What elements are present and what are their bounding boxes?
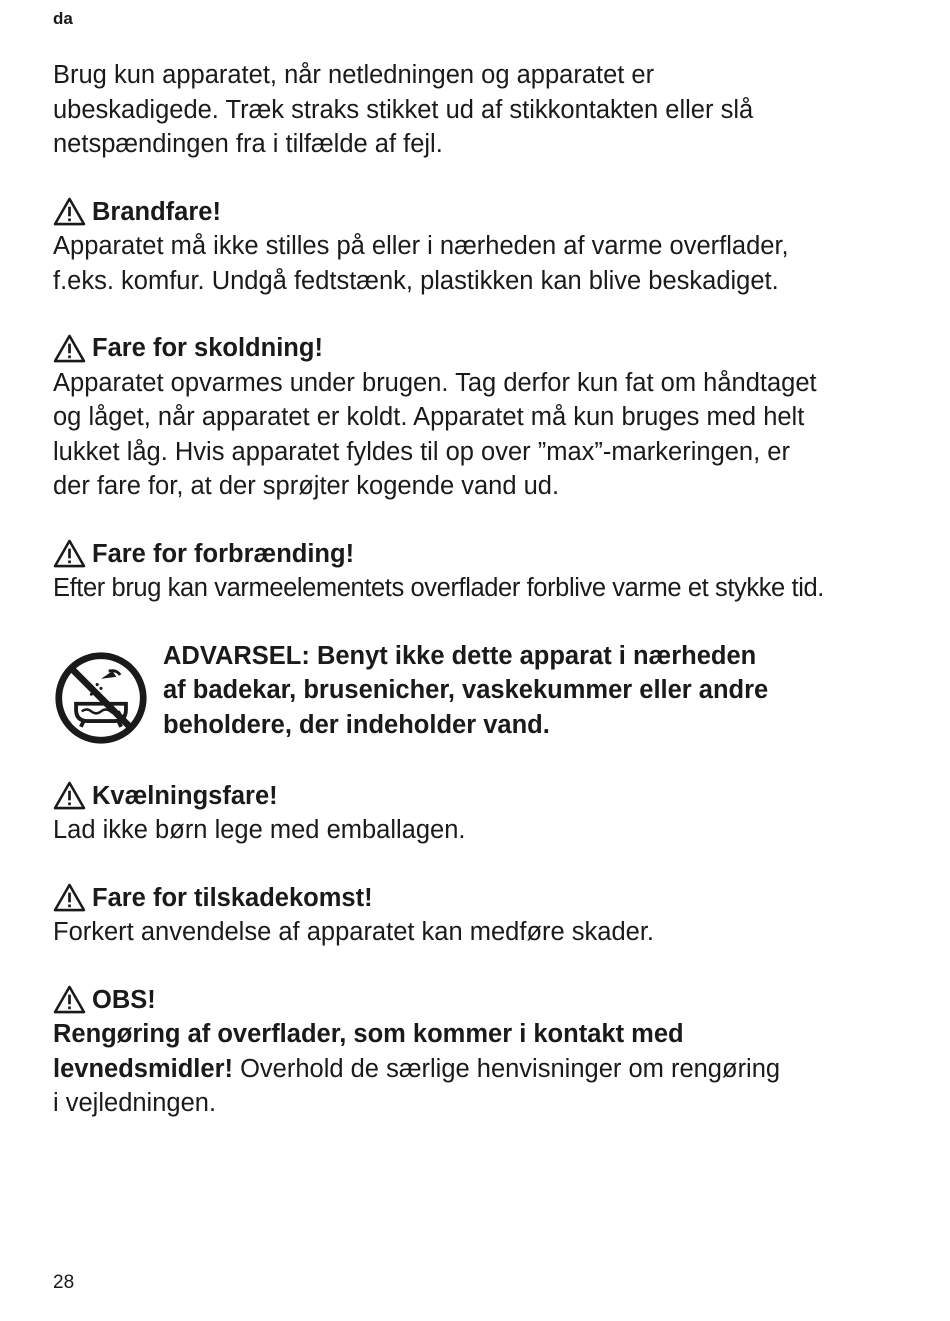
water-warning-block bbox=[53, 639, 903, 746]
warning-line: f.eks. komfur. Undgå fedtstænk, plastikken kan blive beskadiget. bbox=[53, 266, 779, 295]
warning-triangle-icon bbox=[53, 334, 86, 363]
obs-bold-start: levnedsmidler! bbox=[53, 1054, 233, 1083]
obs-line: i vejledningen. bbox=[53, 1089, 217, 1117]
intro-line: ubeskadigede. Træk straks stikket ud af stikkontakten eller slå bbox=[53, 95, 754, 124]
warning-triangle-icon bbox=[53, 539, 86, 568]
warning-scalding bbox=[53, 331, 903, 504]
warning-obs bbox=[53, 983, 903, 1121]
warning-line: Apparatet opvarmes under brugen. Tag derfor kun fat om håndtaget bbox=[53, 368, 817, 397]
safety-content bbox=[53, 58, 903, 1121]
warning-line: Efter brug kan varmeelementets overflader forblive varme et stykke tid. bbox=[53, 574, 824, 602]
warning-heading-text: Fare for skoldning! bbox=[92, 334, 323, 362]
water-warning-line: af badekar, brusenicher, vaskekummer eller andre bbox=[163, 676, 769, 704]
obs-line-rest: Overhold de særlige henvisninger om rengøring bbox=[232, 1054, 781, 1083]
intro-line: Brug kun apparatet, når netledningen og apparatet er bbox=[53, 61, 655, 89]
water-warning-line: beholdere, der indeholder vand. bbox=[163, 710, 550, 739]
warning-heading bbox=[53, 881, 903, 916]
obs-line bbox=[53, 1052, 903, 1087]
warning-heading bbox=[53, 779, 903, 814]
warning-heading-text: Fare for forbrænding! bbox=[92, 539, 355, 568]
warning-line: Apparatet må ikke stilles på eller i nærheden af varme overflader, bbox=[53, 232, 789, 260]
warning-line: der fare for, at der sprøjter kogende vand ud. bbox=[53, 472, 560, 500]
warning-triangle-icon bbox=[53, 883, 86, 912]
warning-injury bbox=[53, 881, 903, 950]
warning-triangle-icon bbox=[53, 197, 86, 226]
intro-line: netspændingen fra i tilfælde af fejl. bbox=[53, 130, 443, 158]
warning-suffocation bbox=[53, 779, 903, 848]
page-number: 28 bbox=[53, 1272, 75, 1293]
obs-bold-line: Rengøring af overflader, som kommer i kontakt med bbox=[53, 1020, 684, 1048]
warning-triangle-icon bbox=[53, 985, 86, 1014]
warning-heading bbox=[53, 331, 903, 366]
warning-heading-text: Fare for tilskadekomst! bbox=[92, 883, 373, 912]
warning-heading bbox=[53, 537, 903, 572]
warning-line: Lad ikke børn lege med emballagen. bbox=[53, 816, 466, 844]
language-code: da bbox=[53, 9, 73, 28]
warning-line: og låget, når apparatet er koldt. Apparatet må kun bruges med helt bbox=[53, 403, 805, 431]
warning-heading bbox=[53, 195, 903, 230]
warning-burn bbox=[53, 537, 903, 606]
water-warning-line: ADVARSEL: Benyt ikke dette apparat i nærheden bbox=[163, 641, 757, 670]
warning-fire bbox=[53, 195, 903, 299]
no-water-bathtub-icon bbox=[53, 650, 149, 746]
warning-heading-text: Kvælningsfare! bbox=[92, 781, 278, 810]
warning-heading-text: OBS! bbox=[92, 985, 156, 1014]
warning-triangle-icon bbox=[53, 781, 86, 810]
intro-paragraph bbox=[53, 58, 903, 162]
warning-line: lukket låg. Hvis apparatet fyldes til op over ”max”-markeringen, er bbox=[53, 437, 790, 466]
warning-line: Forkert anvendelse af apparatet kan medføre skader. bbox=[53, 918, 654, 946]
warning-heading-text: Brandfare! bbox=[92, 197, 221, 226]
warning-heading bbox=[53, 983, 903, 1018]
water-warning-text bbox=[163, 639, 823, 743]
